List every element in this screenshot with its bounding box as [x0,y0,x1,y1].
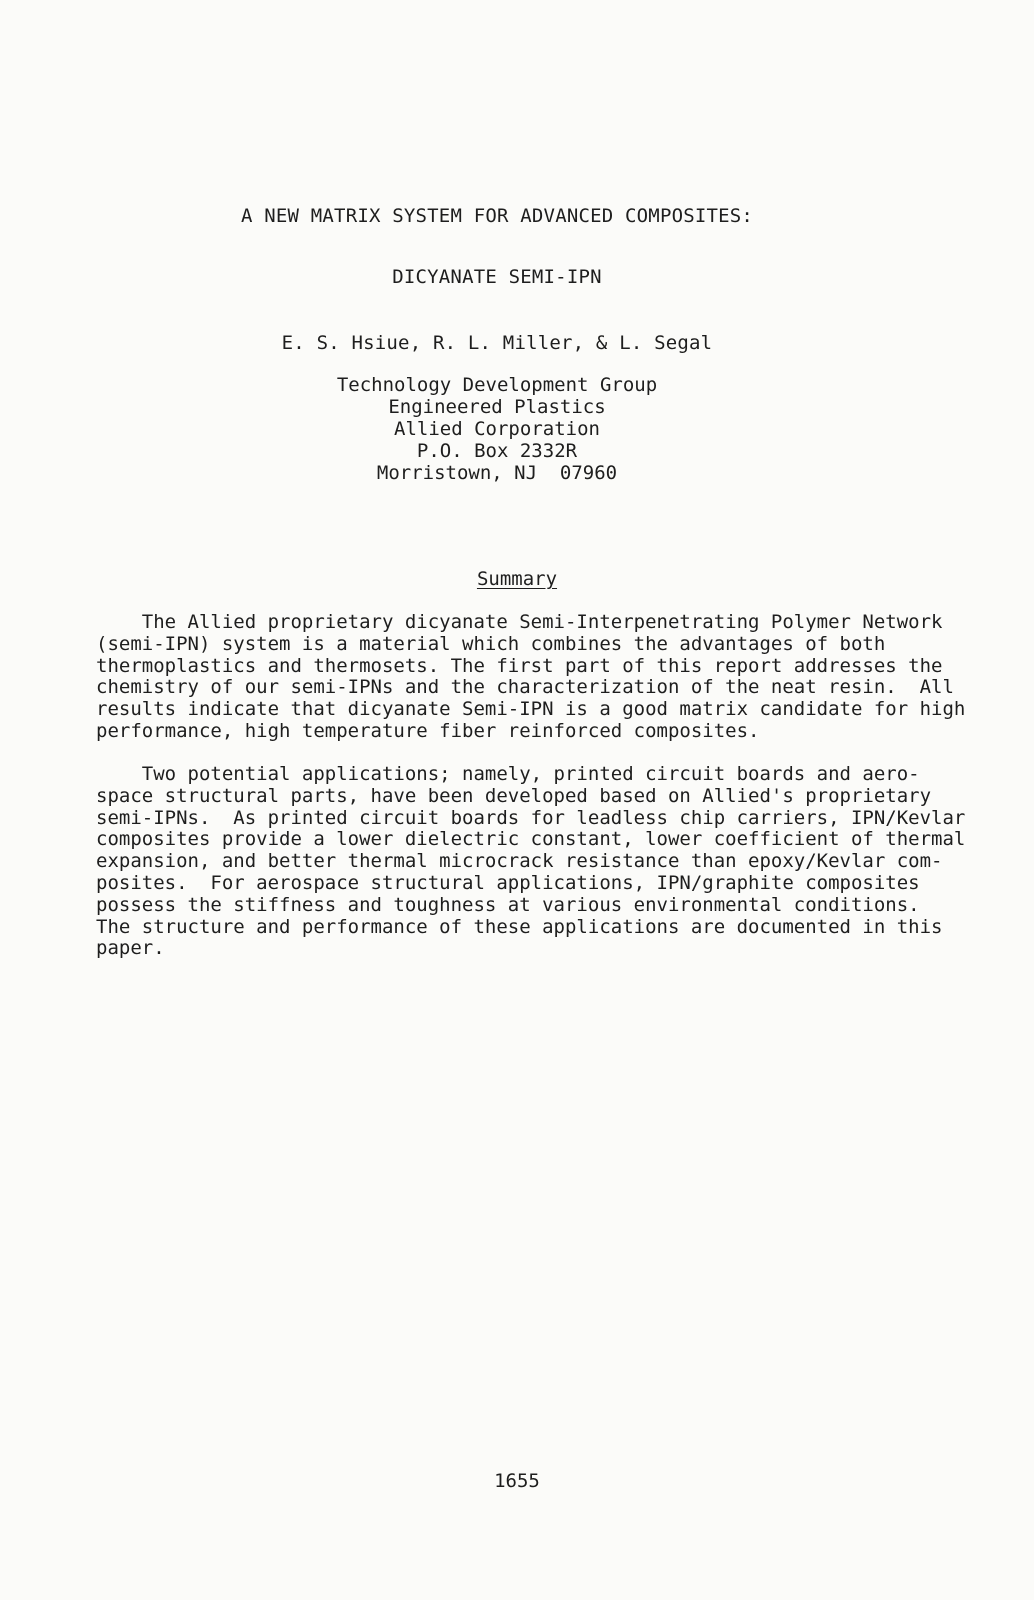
affiliation-line: Technology Development Group [336,374,658,396]
paragraph-line: Two potential applications; namely, printed circuit boards and aero- [96,763,920,785]
paragraph-line: thermoplastics and thermosets. The first part of this report addresses the [96,654,943,677]
affiliation-line: Allied Corporation [394,418,600,440]
paragraph-line: results indicate that dicyanate Semi-IPN is a good matrix candidate for high [96,698,966,721]
paper-authors: E. S. Hsiue, R. L. Miller, & L. Segal [281,332,713,354]
paragraph-line: The structure and performance of these applications are documented in this [96,915,943,938]
paragraph-line: (semi-IPN) system is a material which combines the advantages of both [96,632,886,655]
paragraph-line: space structural parts, have been developed based on Allied's proprietary [96,784,932,807]
paragraph-line: performance, high temperature fiber reinforced composites. [96,719,760,742]
affiliation-line: P.O. Box 2332R [416,440,578,462]
paper-title-line-1: A NEW MATRIX SYSTEM FOR ADVANCED COMPOSITES: [240,205,754,227]
paragraph-line: composites provide a lower dielectric constant, lower coefficient of thermal [96,828,966,851]
paragraph-line: paper. [96,937,165,960]
summary-paragraph-2 [96,763,966,960]
paper-title-line-2: DICYANATE SEMI-IPN [392,266,602,288]
summary-heading-text: Summary [476,568,558,590]
author-affiliation [0,374,1014,484]
summary-paragraph-1 [96,611,966,743]
paragraph-line: semi-IPNs. As printed circuit boards for leadless chip carriers, IPN/Kevlar [96,806,966,829]
summary-heading [0,568,1034,590]
page-number: 1655 [494,1470,540,1492]
paragraph-line: possess the stiffness and toughness at various environmental conditions. [96,893,920,916]
paragraph-line: expansion, and better thermal microcrack resistance than epoxy/Kevlar com- [96,850,943,873]
affiliation-line: Engineered Plastics [388,396,606,418]
affiliation-line: Morristown, NJ 07960 [376,462,618,484]
paragraph-line: posites. For aerospace structural applications, IPN/graphite composites [96,871,920,894]
paragraph-line: The Allied proprietary dicyanate Semi-Interpenetrating Polymer Network [96,611,943,633]
paragraph-line: chemistry of our semi-IPNs and the characterization of the neat resin. All [96,676,954,699]
